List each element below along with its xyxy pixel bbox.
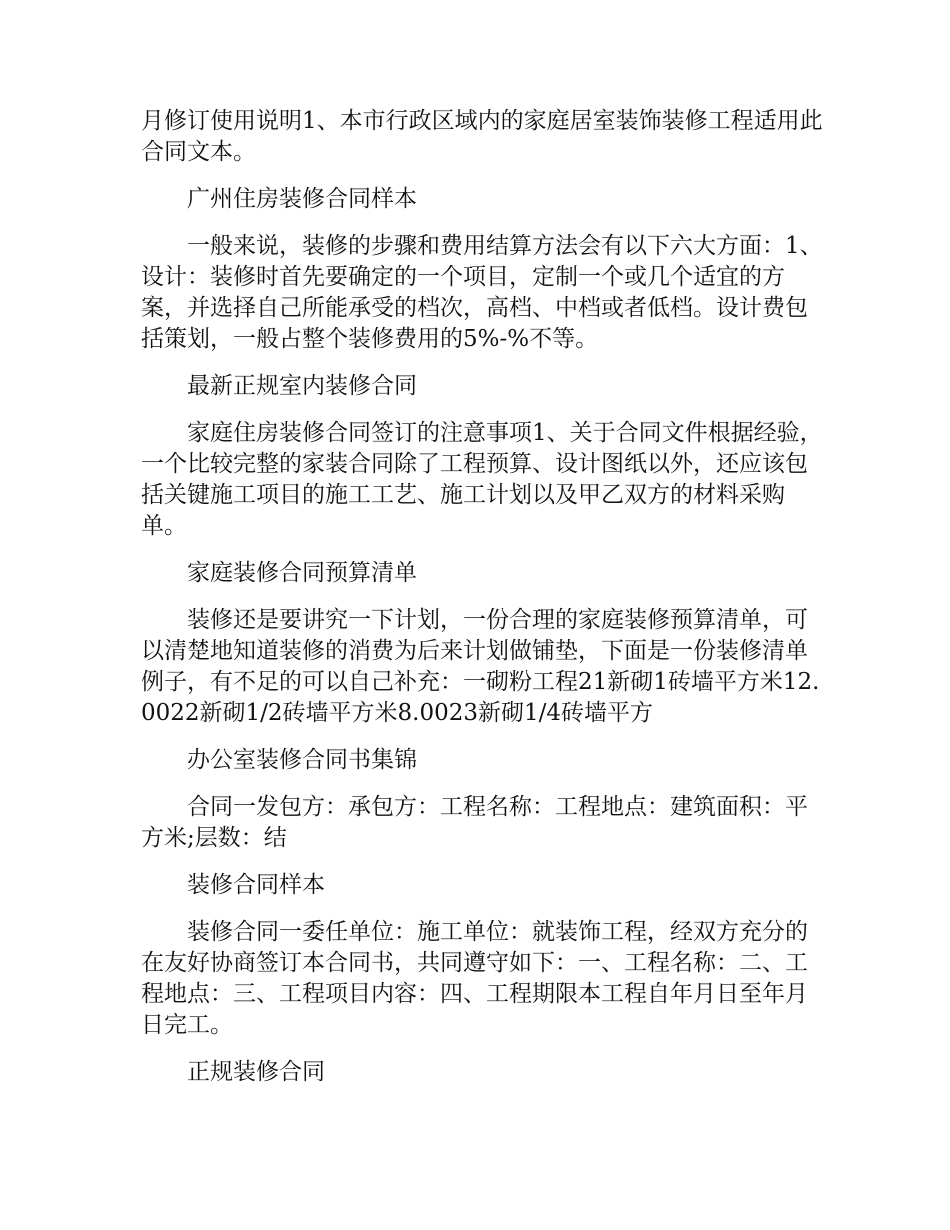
section-heading: 正规装修合同 bbox=[187, 1059, 325, 1085]
paragraph: 一般来说，装修的步骤和费用结算方法会有以下六大方面：1、设计：装修时首先要确定的一个项目，定制一个或几个适宜的方案，并选择自己所能承受的档次，高档、中档或者低档。设计费包括策划，一般占整个装修费用的5%-%不等。 bbox=[141, 233, 823, 352]
paragraph-intro: 月修订使用说明1、本市行政区域内的家庭居室装饰装修工程适用此合同文本。 bbox=[141, 108, 823, 165]
section-heading: 最新正规室内装修合同 bbox=[187, 373, 417, 399]
paragraph: 合同一发包方：承包方：工程名称：工程地点：建筑面积：平方米;层数：结 bbox=[141, 794, 808, 851]
paragraph: 家庭住房装修合同签订的注意事项1、关于合同文件根据经验，一个比较完整的家装合同除了工程预算、设计图纸以外，还应该包括关键施工项目的施工工艺、施工计划以及甲乙双方的材料采购单。 bbox=[141, 420, 823, 539]
paragraph: 装修还是要讲究一下计划，一份合理的家庭装修预算清单，可以清楚地知道装修的消费为后来计划做铺垫，下面是一份装修清单例子，有不足的可以自己补充：一砌粉工程21新砌1砖墙平方米12.0022新砌1/2砖墙平方米8.0023新砌1/4砖墙平方 bbox=[141, 607, 820, 726]
section-heading: 装修合同样本 bbox=[187, 872, 325, 898]
section-heading: 办公室装修合同书集锦 bbox=[187, 747, 417, 773]
section-heading: 广州住房装修合同样本 bbox=[187, 186, 417, 212]
paragraph: 装修合同一委任单位：施工单位：就装饰工程，经双方充分的在友好协商签订本合同书，共同遵守如下：一、工程名称：二、工程地点：三、工程项目内容：四、工程期限本工程自年月日至年月日完工。 bbox=[141, 919, 808, 1038]
section-heading: 家庭装修合同预算清单 bbox=[187, 560, 417, 586]
